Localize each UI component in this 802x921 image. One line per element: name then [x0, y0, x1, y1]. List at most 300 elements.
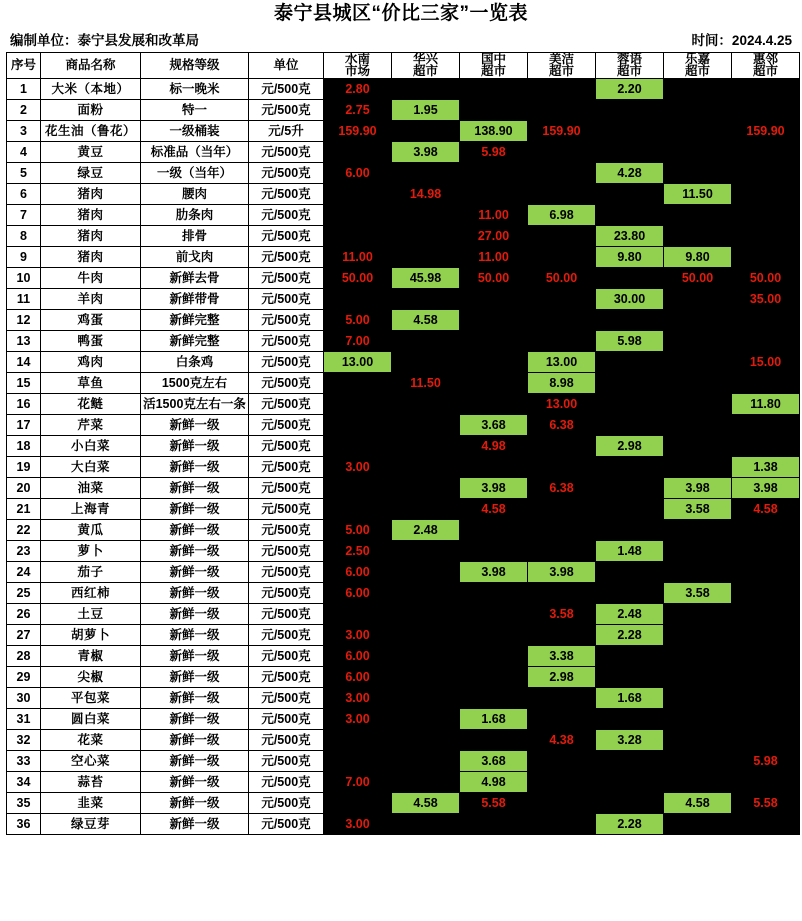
table-row	[7, 813, 800, 834]
price-cell	[528, 813, 596, 834]
price-cell	[528, 708, 596, 729]
price-cell	[392, 561, 460, 582]
table-row	[7, 645, 800, 666]
product-unit: 元/500克	[249, 624, 324, 645]
product-unit: 元/500克	[249, 729, 324, 750]
price-cell: 3.58	[528, 603, 596, 624]
price-cell	[732, 99, 800, 120]
price-cell	[324, 498, 392, 519]
table-row	[7, 414, 800, 435]
price-cell: 11.50	[664, 183, 732, 204]
table-row	[7, 498, 800, 519]
price-cell: 2.75	[324, 99, 392, 120]
price-cell	[664, 372, 732, 393]
row-index: 36	[7, 813, 41, 834]
price-cell	[392, 813, 460, 834]
price-cell	[528, 78, 596, 99]
product-unit: 元/500克	[249, 372, 324, 393]
price-cell	[528, 288, 596, 309]
product-unit: 元/500克	[249, 561, 324, 582]
price-cell	[460, 624, 528, 645]
price-cell: 11.00	[324, 246, 392, 267]
price-cell: 11.50	[392, 372, 460, 393]
product-spec: 标准品（当年）	[141, 141, 249, 162]
price-cell: 11.00	[460, 204, 528, 225]
row-index: 27	[7, 624, 41, 645]
price-cell	[664, 435, 732, 456]
price-cell	[324, 372, 392, 393]
price-cell	[324, 477, 392, 498]
price-cell	[324, 414, 392, 435]
price-cell	[596, 771, 664, 792]
price-cell: 2.50	[324, 540, 392, 561]
product-unit: 元/500克	[249, 330, 324, 351]
price-cell	[460, 729, 528, 750]
product-name: 绿豆	[41, 162, 141, 183]
price-cell	[392, 498, 460, 519]
product-name: 花生油（鲁花）	[41, 120, 141, 141]
row-index: 7	[7, 204, 41, 225]
price-cell	[460, 183, 528, 204]
row-index: 30	[7, 687, 41, 708]
product-unit: 元/500克	[249, 540, 324, 561]
product-name: 圆白菜	[41, 708, 141, 729]
product-unit: 元/500克	[249, 141, 324, 162]
price-cell: 1.48	[596, 540, 664, 561]
product-spec: 新鲜一级	[141, 540, 249, 561]
product-spec: 肋条肉	[141, 204, 249, 225]
price-cell	[664, 687, 732, 708]
table-row	[7, 582, 800, 603]
product-spec: 新鲜一级	[141, 666, 249, 687]
price-cell	[664, 561, 732, 582]
price-cell: 27.00	[460, 225, 528, 246]
price-cell	[732, 582, 800, 603]
price-cell: 11.00	[460, 246, 528, 267]
product-name: 面粉	[41, 99, 141, 120]
price-cell: 3.98	[732, 477, 800, 498]
price-cell	[732, 183, 800, 204]
price-cell	[324, 393, 392, 414]
product-name: 平包菜	[41, 687, 141, 708]
table-row	[7, 666, 800, 687]
row-index: 21	[7, 498, 41, 519]
price-cell	[664, 351, 732, 372]
product-name: 土豆	[41, 603, 141, 624]
price-cell	[392, 666, 460, 687]
price-cell	[460, 393, 528, 414]
price-cell: 159.90	[732, 120, 800, 141]
price-cell	[528, 162, 596, 183]
price-cell	[596, 666, 664, 687]
row-index: 25	[7, 582, 41, 603]
row-index: 19	[7, 456, 41, 477]
price-cell: 3.00	[324, 813, 392, 834]
product-unit: 元/500克	[249, 456, 324, 477]
price-cell	[596, 477, 664, 498]
price-cell	[596, 561, 664, 582]
table-row	[7, 120, 800, 141]
price-cell: 5.58	[732, 792, 800, 813]
price-cell: 3.98	[664, 477, 732, 498]
row-index: 12	[7, 309, 41, 330]
price-cell	[460, 330, 528, 351]
price-cell: 50.00	[528, 267, 596, 288]
price-cell	[324, 288, 392, 309]
price-cell: 50.00	[664, 267, 732, 288]
price-cell	[460, 288, 528, 309]
product-unit: 元/500克	[249, 582, 324, 603]
row-index: 18	[7, 435, 41, 456]
price-cell: 50.00	[732, 267, 800, 288]
table-row	[7, 393, 800, 414]
product-spec: 新鲜带骨	[141, 288, 249, 309]
price-cell: 3.58	[664, 582, 732, 603]
product-unit: 元/500克	[249, 435, 324, 456]
price-cell	[596, 708, 664, 729]
price-cell: 2.28	[596, 813, 664, 834]
price-cell: 5.98	[460, 141, 528, 162]
price-cell	[664, 141, 732, 162]
price-cell	[392, 540, 460, 561]
price-cell	[732, 603, 800, 624]
price-cell	[596, 750, 664, 771]
column-header-9: 乐嘉 超市	[664, 52, 732, 78]
price-cell: 2.98	[596, 435, 664, 456]
product-unit: 元/500克	[249, 750, 324, 771]
table-row	[7, 162, 800, 183]
row-index: 15	[7, 372, 41, 393]
price-cell	[664, 624, 732, 645]
column-header-4: 水南 市场	[324, 52, 392, 78]
product-spec: 新鲜一级	[141, 498, 249, 519]
row-index: 9	[7, 246, 41, 267]
row-index: 23	[7, 540, 41, 561]
product-spec: 新鲜一级	[141, 729, 249, 750]
price-cell	[528, 330, 596, 351]
price-cell	[664, 309, 732, 330]
price-cell	[664, 813, 732, 834]
product-unit: 元/500克	[249, 771, 324, 792]
row-index: 16	[7, 393, 41, 414]
price-cell	[596, 141, 664, 162]
table-row	[7, 372, 800, 393]
price-cell	[528, 498, 596, 519]
price-cell: 6.00	[324, 162, 392, 183]
row-index: 1	[7, 78, 41, 99]
product-unit: 元/500克	[249, 666, 324, 687]
table-row	[7, 624, 800, 645]
document-subheader	[0, 29, 802, 52]
price-cell: 9.80	[664, 246, 732, 267]
price-cell: 3.58	[664, 498, 732, 519]
product-spec: 新鲜一级	[141, 645, 249, 666]
price-cell	[664, 99, 732, 120]
product-unit: 元/500克	[249, 99, 324, 120]
price-cell	[732, 771, 800, 792]
product-spec: 新鲜一级	[141, 687, 249, 708]
product-spec: 一级桶装	[141, 120, 249, 141]
product-spec: 腰肉	[141, 183, 249, 204]
price-cell	[392, 645, 460, 666]
product-spec: 白条鸡	[141, 351, 249, 372]
price-cell	[732, 708, 800, 729]
column-header-8: 蓉语 超市	[596, 52, 664, 78]
price-cell	[460, 813, 528, 834]
product-spec: 排骨	[141, 225, 249, 246]
product-spec: 活1500克左右一条	[141, 393, 249, 414]
price-cell	[664, 78, 732, 99]
price-cell	[664, 120, 732, 141]
table-row	[7, 792, 800, 813]
price-cell: 6.00	[324, 561, 392, 582]
product-name: 芹菜	[41, 414, 141, 435]
table-row	[7, 309, 800, 330]
price-cell	[596, 645, 664, 666]
price-cell: 3.00	[324, 624, 392, 645]
price-cell: 2.28	[596, 624, 664, 645]
price-cell	[732, 78, 800, 99]
product-spec: 新鲜一级	[141, 603, 249, 624]
row-index: 10	[7, 267, 41, 288]
row-index: 32	[7, 729, 41, 750]
price-cell	[664, 162, 732, 183]
price-cell: 4.28	[596, 162, 664, 183]
product-spec: 新鲜一级	[141, 624, 249, 645]
price-cell	[732, 813, 800, 834]
price-cell	[528, 540, 596, 561]
price-cell	[664, 393, 732, 414]
price-cell	[528, 771, 596, 792]
row-index: 13	[7, 330, 41, 351]
price-cell	[664, 330, 732, 351]
price-cell	[392, 477, 460, 498]
product-spec: 前戈肉	[141, 246, 249, 267]
product-name: 茄子	[41, 561, 141, 582]
price-cell	[528, 435, 596, 456]
price-cell	[732, 561, 800, 582]
price-cell: 50.00	[324, 267, 392, 288]
row-index: 33	[7, 750, 41, 771]
price-cell: 159.90	[528, 120, 596, 141]
row-index: 5	[7, 162, 41, 183]
price-cell	[596, 183, 664, 204]
price-cell	[324, 183, 392, 204]
price-cell: 30.00	[596, 288, 664, 309]
price-cell	[528, 246, 596, 267]
price-cell: 11.80	[732, 393, 800, 414]
price-cell: 3.98	[460, 477, 528, 498]
product-unit: 元/500克	[249, 687, 324, 708]
product-unit: 元/500克	[249, 792, 324, 813]
price-cell	[460, 351, 528, 372]
price-cell: 6.98	[528, 204, 596, 225]
price-cell	[392, 729, 460, 750]
row-index: 6	[7, 183, 41, 204]
product-unit: 元/500克	[249, 246, 324, 267]
product-name: 鸡蛋	[41, 309, 141, 330]
price-cell: 35.00	[732, 288, 800, 309]
product-unit: 元/500克	[249, 288, 324, 309]
product-unit: 元/500克	[249, 477, 324, 498]
row-index: 24	[7, 561, 41, 582]
price-cell: 1.68	[460, 708, 528, 729]
price-cell: 3.68	[460, 414, 528, 435]
price-cell: 4.58	[392, 792, 460, 813]
price-cell	[460, 666, 528, 687]
price-cell	[460, 687, 528, 708]
row-index: 26	[7, 603, 41, 624]
price-cell	[596, 582, 664, 603]
price-cell	[392, 162, 460, 183]
price-cell	[460, 603, 528, 624]
product-spec: 新鲜一级	[141, 561, 249, 582]
table-row	[7, 78, 800, 99]
price-cell	[324, 204, 392, 225]
product-spec: 新鲜一级	[141, 519, 249, 540]
price-cell	[392, 771, 460, 792]
product-name: 大白菜	[41, 456, 141, 477]
price-cell	[392, 708, 460, 729]
product-unit: 元/500克	[249, 393, 324, 414]
price-cell: 2.48	[596, 603, 664, 624]
price-cell	[732, 309, 800, 330]
price-cell	[528, 456, 596, 477]
price-cell: 1.68	[596, 687, 664, 708]
table-row	[7, 456, 800, 477]
product-unit: 元/500克	[249, 204, 324, 225]
price-cell: 3.00	[324, 456, 392, 477]
price-cell: 4.38	[528, 729, 596, 750]
price-cell	[460, 519, 528, 540]
row-index: 14	[7, 351, 41, 372]
price-cell: 6.38	[528, 477, 596, 498]
price-cell: 1.38	[732, 456, 800, 477]
product-spec: 特一	[141, 99, 249, 120]
table-row	[7, 288, 800, 309]
table-row	[7, 519, 800, 540]
price-cell: 138.90	[460, 120, 528, 141]
price-cell	[324, 435, 392, 456]
column-header-6: 国中 超市	[460, 52, 528, 78]
product-unit: 元/500克	[249, 351, 324, 372]
product-name: 牛肉	[41, 267, 141, 288]
price-cell	[596, 519, 664, 540]
price-cell: 1.95	[392, 99, 460, 120]
row-index: 3	[7, 120, 41, 141]
product-name: 青椒	[41, 645, 141, 666]
price-cell	[596, 99, 664, 120]
price-cell: 7.00	[324, 771, 392, 792]
product-name: 猪肉	[41, 246, 141, 267]
price-cell	[664, 204, 732, 225]
product-spec: 标一晚米	[141, 78, 249, 99]
row-index: 20	[7, 477, 41, 498]
product-unit: 元/500克	[249, 225, 324, 246]
product-spec: 新鲜一级	[141, 414, 249, 435]
price-cell	[596, 792, 664, 813]
price-cell	[732, 729, 800, 750]
price-cell: 13.00	[528, 393, 596, 414]
price-cell	[596, 414, 664, 435]
price-cell	[392, 624, 460, 645]
product-spec: 新鲜一级	[141, 750, 249, 771]
price-cell	[528, 309, 596, 330]
price-cell	[664, 519, 732, 540]
row-index: 17	[7, 414, 41, 435]
table-row	[7, 141, 800, 162]
row-index: 28	[7, 645, 41, 666]
price-cell	[528, 624, 596, 645]
product-spec: 新鲜一级	[141, 582, 249, 603]
product-unit: 元/500克	[249, 309, 324, 330]
price-cell	[460, 309, 528, 330]
page-title: 泰宁县城区“价比三家”一览表	[273, 3, 528, 24]
issuing-organization: 编制单位：泰宁县发展和改革局	[10, 32, 199, 48]
price-cell	[732, 372, 800, 393]
product-name: 猪肉	[41, 183, 141, 204]
table-row	[7, 435, 800, 456]
product-spec: 新鲜一级	[141, 456, 249, 477]
price-cell	[392, 246, 460, 267]
price-cell	[528, 750, 596, 771]
price-cell	[664, 288, 732, 309]
price-cell	[460, 372, 528, 393]
product-spec: 新鲜完整	[141, 330, 249, 351]
product-unit: 元/500克	[249, 519, 324, 540]
product-name: 小白菜	[41, 435, 141, 456]
product-name: 油菜	[41, 477, 141, 498]
row-index: 2	[7, 99, 41, 120]
price-cell	[392, 687, 460, 708]
price-cell	[596, 267, 664, 288]
table-row	[7, 204, 800, 225]
price-cell: 4.58	[392, 309, 460, 330]
price-cell	[732, 624, 800, 645]
price-cell	[392, 456, 460, 477]
price-cell	[664, 603, 732, 624]
price-cell: 159.90	[324, 120, 392, 141]
product-spec: 新鲜一级	[141, 792, 249, 813]
price-cell: 3.00	[324, 687, 392, 708]
product-unit: 元/500克	[249, 498, 324, 519]
table-row	[7, 771, 800, 792]
price-cell	[324, 603, 392, 624]
price-cell	[664, 645, 732, 666]
product-name: 花鲢	[41, 393, 141, 414]
price-cell: 3.38	[528, 645, 596, 666]
product-spec: 新鲜一级	[141, 771, 249, 792]
price-cell	[596, 456, 664, 477]
price-cell	[664, 540, 732, 561]
price-cell	[664, 729, 732, 750]
price-cell	[460, 456, 528, 477]
price-cell: 50.00	[460, 267, 528, 288]
price-cell	[324, 225, 392, 246]
row-index: 31	[7, 708, 41, 729]
price-cell: 13.00	[528, 351, 596, 372]
price-cell	[732, 204, 800, 225]
price-cell: 6.00	[324, 666, 392, 687]
price-cell	[732, 225, 800, 246]
product-spec: 1500克左右	[141, 372, 249, 393]
price-cell	[460, 582, 528, 603]
product-spec: 新鲜一级	[141, 435, 249, 456]
price-cell: 3.98	[528, 561, 596, 582]
price-cell: 5.98	[596, 330, 664, 351]
product-spec: 新鲜一级	[141, 708, 249, 729]
price-cell	[392, 330, 460, 351]
